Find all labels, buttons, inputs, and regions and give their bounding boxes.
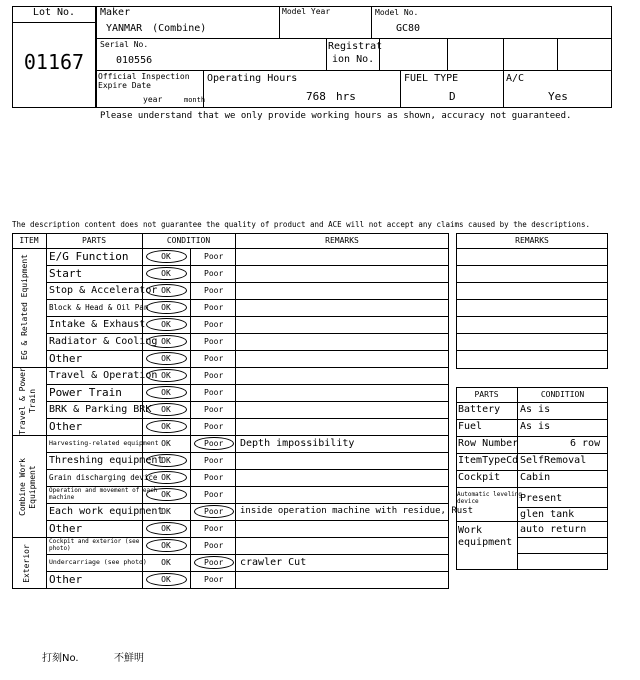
right-part-work-2: equipment: [458, 537, 513, 548]
group-label-travel-2: Train: [28, 388, 37, 414]
condition-poor: Poor: [204, 422, 224, 431]
row-part-label: Grain discharging device: [49, 472, 158, 482]
right-value-work-1: glen tank: [520, 509, 575, 520]
month-label: month: [184, 96, 206, 104]
row-remark: inside operation machine with residue, Rust: [240, 506, 473, 516]
condition-poor: Poor: [204, 269, 224, 278]
ok-selected-circle: [146, 284, 187, 297]
row-part-label: Harvesting-related equipment: [49, 439, 159, 448]
right-value-auto-level: Present: [520, 493, 563, 504]
ok-selected-circle: [146, 471, 187, 484]
hours-notice: Please understand that we only provide working hours as shown, accuracy not guaranteed.: [100, 111, 572, 121]
ok-selected-circle: [146, 454, 187, 467]
condition-ok: OK: [161, 405, 171, 414]
condition-poor: Poor: [204, 575, 224, 584]
maker-value: YANMAR (Combine): [106, 23, 207, 34]
condition-poor: Poor: [204, 320, 224, 329]
condition-ok: OK: [161, 507, 171, 516]
condition-ok: OK: [161, 575, 171, 584]
condition-poor: Poor: [204, 405, 224, 414]
right-value-battery: As is: [520, 404, 551, 415]
condition-ok: OK: [161, 422, 171, 431]
row-part-label: Threshing equipment: [49, 454, 164, 466]
condition-poor: Poor: [204, 303, 224, 312]
poor-selected-circle: [194, 505, 234, 518]
group-label-exterior: Exterior: [22, 544, 31, 583]
group-label-combine-2: Equipment: [28, 465, 37, 509]
ok-selected-circle: [146, 335, 187, 348]
condition-poor: Poor: [204, 354, 224, 363]
condition-ok: OK: [161, 354, 171, 363]
ok-selected-circle: [146, 539, 187, 552]
registration-label-2: ion No.: [332, 54, 375, 65]
lot-label: Lot No.: [32, 7, 76, 18]
right-part-fuel: Fuel: [458, 421, 483, 432]
condition-poor: Poor: [204, 558, 224, 567]
right-part-item-type: ItemTypeCd: [458, 455, 519, 466]
right-value-fuel: As is: [520, 421, 551, 432]
model-no-label: Model No.: [375, 8, 419, 17]
right-part-battery: Battery: [458, 404, 501, 415]
ok-selected-circle: [146, 250, 187, 263]
condition-poor: Poor: [204, 388, 224, 397]
stamp-label: 打刻No.: [42, 653, 79, 664]
condition-ok: OK: [161, 456, 171, 465]
hours-unit: hrs: [336, 90, 356, 103]
row-part-label-line1: Operation and movement of each: [49, 487, 158, 494]
condition-poor: Poor: [204, 473, 224, 482]
row-part-label-line1: Cockpit and exterior (see: [49, 538, 140, 545]
condition-ok: OK: [161, 252, 171, 261]
header-condition: CONDITION: [166, 236, 211, 245]
ac-label: A/C: [506, 73, 525, 84]
header-item: ITEM: [19, 236, 39, 245]
row-part-label-line2: machine: [49, 494, 75, 501]
row-part-label: Radiator & Cooling: [49, 335, 158, 347]
ok-selected-circle: [146, 522, 187, 535]
description-notice: The description content does not guarantee the quality of product and ACE will not accept any claims caused by the descriptions.: [12, 220, 590, 229]
maker-label: Maker: [100, 7, 131, 18]
right-value-work-2: auto return: [520, 524, 587, 535]
ok-selected-circle: [146, 488, 187, 501]
row-part-label-line2: photo): [49, 545, 71, 552]
lot-number: 01167: [23, 50, 85, 74]
condition-poor: Poor: [204, 439, 224, 448]
row-remark: crawler Cut: [240, 557, 307, 568]
condition-ok: OK: [161, 439, 171, 448]
ok-selected-circle: [146, 369, 187, 382]
stamp-value: 不鮮明: [114, 653, 144, 664]
row-part-label: Intake & Exhaust: [49, 318, 146, 330]
row-part-label: Other: [49, 522, 83, 535]
right-condition-header: CONDITION: [540, 390, 585, 399]
condition-ok: OK: [161, 371, 171, 380]
condition-poor: Poor: [204, 524, 224, 533]
fuel-value: D: [449, 90, 456, 103]
right-value-cockpit: Cabin: [520, 472, 551, 483]
model-no-value: GC80: [396, 23, 421, 34]
row-part-label: Stop & Accelerator: [49, 284, 158, 296]
condition-ok: OK: [161, 269, 171, 278]
poor-selected-circle: [194, 556, 234, 569]
group-label-eg: EG & Related Equipment: [20, 254, 29, 360]
condition-ok: OK: [161, 490, 171, 499]
right-part-row-number: Row Number: [458, 438, 519, 449]
ok-selected-circle: [146, 420, 187, 433]
row-part-label: BRK & Parking BRK: [49, 403, 152, 415]
right-part-cockpit: Cockpit: [458, 472, 501, 483]
ok-selected-circle: [146, 403, 187, 416]
ac-value: Yes: [548, 90, 568, 103]
row-part-label: Other: [49, 420, 83, 433]
ok-selected-circle: [146, 301, 187, 314]
fuel-label: FUEL TYPE: [404, 73, 459, 84]
year-label: year: [143, 95, 163, 104]
hours-label: Operating Hours: [207, 73, 298, 84]
ok-selected-circle: [146, 573, 187, 586]
row-part-label: Start: [49, 267, 83, 280]
header-parts: PARTS: [81, 236, 107, 245]
condition-ok: OK: [161, 524, 171, 533]
header-remarks: REMARKS: [325, 236, 359, 245]
condition-ok: OK: [161, 337, 171, 346]
hours-value: 768: [306, 90, 326, 103]
condition-poor: Poor: [204, 286, 224, 295]
condition-ok: OK: [161, 541, 171, 550]
right-part-auto-level-1: Automatic leveling: [457, 491, 523, 498]
right-parts-header: PARTS: [474, 390, 499, 399]
right-value-item-type: SelfRemoval: [520, 455, 587, 466]
right-part-work-1: Work: [458, 525, 483, 536]
right-value-row-number: 6 row: [570, 438, 601, 449]
group-label-combine-1: Combine Work: [18, 458, 27, 516]
condition-ok: OK: [161, 286, 171, 295]
ok-selected-circle: [146, 318, 187, 331]
condition-poor: Poor: [204, 371, 224, 380]
condition-poor: Poor: [204, 490, 224, 499]
row-part-label: Block & Head & Oil Pan: [49, 302, 149, 312]
inspection-label-2: Expire Date: [98, 81, 151, 90]
inspection-label-1: Official Inspection: [98, 72, 190, 81]
ok-selected-circle: [146, 267, 187, 280]
condition-poor: Poor: [204, 456, 224, 465]
row-part-label: Undercarriage (see photo): [49, 558, 147, 567]
group-label-travel-1: Travel & Power: [18, 367, 27, 435]
condition-poor: Poor: [204, 507, 224, 516]
condition-poor: Poor: [204, 337, 224, 346]
row-part-label: E/G Function: [49, 250, 129, 263]
condition-ok: OK: [161, 388, 171, 397]
condition-poor: Poor: [204, 541, 224, 550]
row-part-label: Each work equipment: [49, 505, 164, 517]
row-part-label: Power Train: [49, 386, 122, 399]
ok-selected-circle: [146, 352, 187, 365]
condition-ok: OK: [161, 473, 171, 482]
poor-selected-circle: [194, 437, 234, 450]
serial-label: Serial No.: [100, 40, 149, 49]
condition-ok: OK: [161, 558, 171, 567]
right-remarks-header: REMARKS: [515, 236, 549, 245]
row-part-label: Other: [49, 573, 83, 586]
ok-selected-circle: [146, 386, 187, 399]
row-remark: Depth impossibility: [240, 438, 355, 449]
serial-value: 010556: [116, 55, 153, 66]
model-year-label: Model Year: [282, 7, 331, 16]
right-remarks-border: [456, 233, 608, 369]
condition-poor: Poor: [204, 252, 224, 261]
row-part-label: Other: [49, 352, 83, 365]
row-part-label: Travel & Operation: [49, 369, 158, 381]
condition-ok: OK: [161, 303, 171, 312]
condition-ok: OK: [161, 320, 171, 329]
registration-label-1: Registrat: [328, 41, 383, 52]
right-part-auto-level-2: device: [457, 498, 479, 505]
